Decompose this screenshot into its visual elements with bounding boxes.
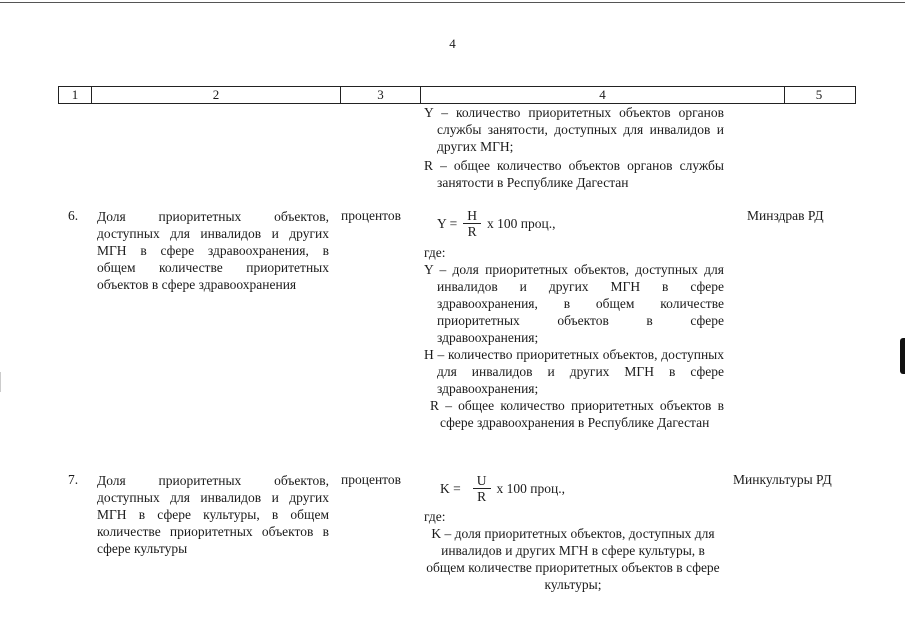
row-6-number: 6. bbox=[68, 208, 79, 223]
row-6-indicator-name: Доля приоритетных объектов, доступных для инвалидов и других МГН в сфере здравоохранения, в общем количестве приоритетных объектов в сфере здравоохранения bbox=[97, 209, 329, 292]
row-7-fraction bbox=[473, 473, 491, 504]
scan-top-edge bbox=[0, 2, 905, 3]
row-7-denominator: R bbox=[477, 489, 487, 504]
row-6-formula-lhs: Y = bbox=[437, 216, 458, 231]
row-6-formula bbox=[437, 208, 555, 239]
row-6-fraction bbox=[463, 208, 481, 239]
row-6-responsible: Минздрав РД bbox=[747, 208, 824, 223]
scan-edge-mark bbox=[0, 372, 1, 392]
row-6-def-y: Y – доля приоритетных объектов, доступных для инвалидов и других МГН в сфере здравоохранения, в общем количестве приоритетных объектов в сфере здравоохранения; bbox=[424, 262, 724, 345]
scan-mark bbox=[900, 338, 905, 374]
header-col-3: 3 bbox=[341, 87, 421, 103]
continuation-r-definition: R – общее количество объектов органов службы занятости в Республике Дагестан bbox=[424, 158, 724, 190]
continuation-y-definition: Y – количество приоритетных объектов органов службы занятости, доступных для инвалидов и других МГН; bbox=[424, 105, 724, 154]
header-col-4: 4 bbox=[421, 87, 785, 103]
row-6-def-r: R – общее количество приоритетных объектов в сфере здравоохранения в Республике Дагестан bbox=[430, 398, 724, 430]
row-6-where: где: bbox=[424, 245, 446, 260]
row-7-unit: процентов bbox=[341, 472, 402, 487]
row-7-numerator: U bbox=[473, 473, 491, 489]
row-7-formula bbox=[440, 473, 565, 504]
row-6-numerator: H bbox=[463, 208, 481, 224]
row-7-indicator-name: Доля приоритетных объектов, доступных для инвалидов и других МГН в сфере культуры, в общем количестве приоритетных объектов в сфере культуры bbox=[97, 473, 329, 556]
header-col-2: 2 bbox=[92, 87, 341, 103]
table-header-row bbox=[58, 86, 856, 104]
row-7-formula-rhs: x 100 проц., bbox=[496, 481, 565, 496]
row-7-definitions bbox=[424, 508, 722, 593]
row-6-definitions bbox=[424, 244, 724, 431]
continuation-cell bbox=[424, 104, 724, 191]
row-6-def-h: H – количество приоритетных объектов, доступных для инвалидов и других МГН в сфере здравоохранения; bbox=[424, 347, 724, 396]
page-number: 4 bbox=[449, 36, 456, 51]
row-6-unit: процентов bbox=[341, 208, 402, 223]
row-7-number: 7. bbox=[68, 472, 79, 487]
header-col-5: 5 bbox=[815, 87, 823, 102]
row-6-formula-rhs: x 100 проц., bbox=[487, 216, 556, 231]
row-7-where: где: bbox=[424, 509, 446, 524]
row-7-responsible: Минкультуры РД bbox=[733, 472, 832, 487]
row-7-formula-lhs: K = bbox=[440, 481, 461, 496]
row-7-def-k: K – доля приоритетных объектов, доступных для инвалидов и других МГН в сфере культуры, в общем количестве приоритетных объектов в сфере культуры; bbox=[426, 526, 720, 592]
row-6-denominator: R bbox=[467, 224, 477, 239]
header-col-1: 1 bbox=[59, 87, 92, 103]
